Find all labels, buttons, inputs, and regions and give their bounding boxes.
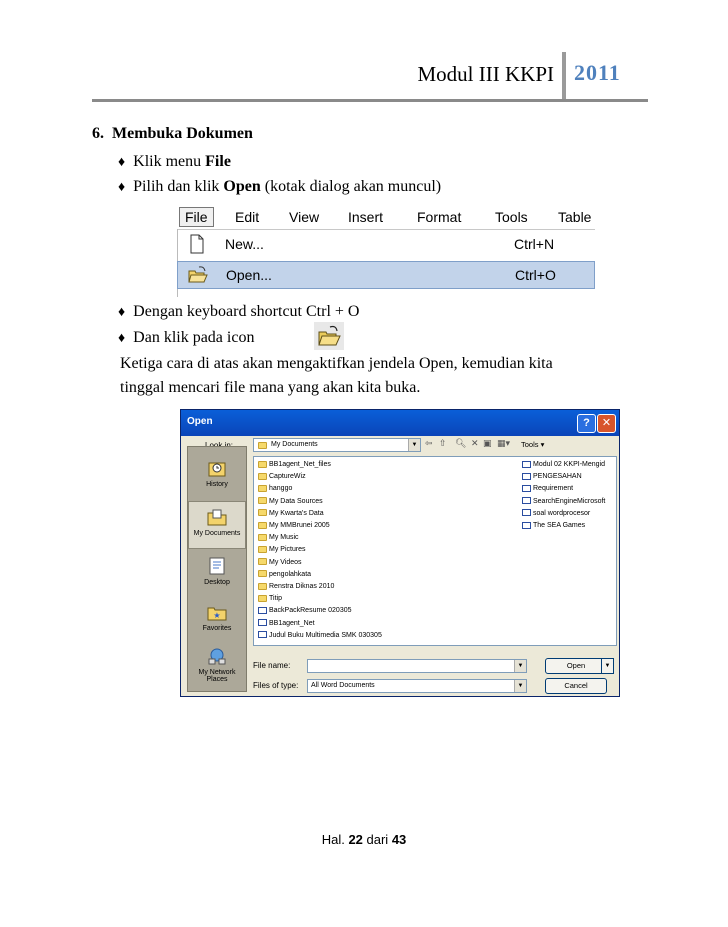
file-item[interactable]	[522, 521, 585, 531]
folder-icon	[258, 546, 267, 553]
paragraph-line-2: tinggal mencari file mana yang akan kita buka.	[120, 379, 421, 396]
folder-item[interactable]	[258, 521, 330, 531]
delete-icon[interactable]: ✕	[471, 438, 479, 448]
menu-insert[interactable]: Insert	[348, 209, 384, 225]
header-separator	[562, 52, 566, 100]
footer-prefix: Hal.	[321, 832, 349, 847]
back-icon[interactable]: ⇦	[425, 438, 433, 448]
place-label: Desktop	[204, 579, 230, 586]
step-bold: Open	[223, 178, 261, 195]
new-folder-icon[interactable]: ▣	[483, 438, 492, 448]
word-document-icon	[522, 522, 531, 529]
file-item[interactable]	[258, 631, 382, 641]
step-3	[118, 302, 359, 323]
folder-icon	[258, 473, 267, 480]
step-text: Klik menu	[133, 153, 206, 170]
file-item[interactable]	[522, 460, 605, 470]
menu-item-label: New...	[225, 236, 264, 252]
file-name: BB1agent_Net_files	[269, 461, 331, 468]
file-name: The SEA Games	[533, 522, 586, 529]
file-name: pengolahkata	[269, 570, 312, 578]
bullet: ♦	[118, 305, 126, 320]
new-document-icon	[187, 234, 207, 254]
folder-icon	[258, 442, 267, 449]
folder-icon	[258, 485, 267, 492]
place-my-documents[interactable]	[188, 501, 246, 549]
file-list	[253, 456, 617, 646]
file-name: Titip	[269, 595, 282, 603]
file-name: BackPackResume 020305	[269, 607, 352, 615]
file-item[interactable]	[522, 484, 573, 494]
menu-screenshot	[177, 205, 595, 297]
folder-item[interactable]	[258, 497, 323, 507]
look-in-select[interactable]	[253, 438, 421, 452]
file-name: Judul Buku Multimedia SMK 030305	[269, 631, 382, 639]
search-web-icon[interactable]: 🔍︎	[455, 438, 467, 448]
step-text: Pilih dan klik	[133, 178, 224, 195]
menu-item-open[interactable]	[177, 261, 595, 289]
menu-format[interactable]: Format	[417, 209, 462, 225]
folder-icon	[258, 522, 267, 529]
open-dialog	[180, 409, 620, 697]
place-favorites[interactable]	[188, 597, 246, 645]
folder-item[interactable]	[258, 570, 311, 580]
network-icon	[207, 647, 227, 665]
header-rule	[92, 99, 648, 102]
section-title: Membuka Dokumen	[112, 125, 253, 142]
help-button[interactable]: ?	[577, 414, 596, 433]
file-name: SearchEngineMicrosoft	[533, 497, 606, 505]
file-name: CaptureWiz	[269, 473, 306, 481]
header-year: 2011	[574, 60, 621, 85]
look-in-value: My Documents	[271, 441, 318, 448]
file-name: BB1agent_Net	[269, 619, 315, 627]
file-item[interactable]	[522, 497, 605, 507]
folder-icon	[258, 595, 267, 602]
menu-bar	[177, 205, 595, 230]
step-1	[118, 152, 231, 173]
place-my-network-places[interactable]	[188, 641, 246, 689]
folder-item[interactable]	[258, 533, 299, 543]
place-label: My Network Places	[198, 669, 236, 683]
chevron-down-icon: ▼	[514, 680, 526, 692]
menu-item-new[interactable]	[177, 231, 595, 259]
word-document-icon	[522, 509, 531, 516]
file-name: Modul 02 KKPI-Mengid	[533, 461, 605, 468]
folder-icon	[258, 570, 267, 577]
menu-file[interactable]: File	[179, 207, 214, 227]
menu-item-shortcut: Ctrl+O	[515, 267, 556, 283]
file-name-label: File name:	[253, 661, 291, 670]
folder-icon	[258, 534, 267, 541]
file-name: My Pictures	[269, 546, 306, 554]
open-folder-icon	[188, 265, 208, 285]
folder-item[interactable]	[258, 558, 302, 568]
word-document-icon	[258, 607, 267, 614]
file-name-input[interactable]	[307, 659, 527, 673]
file-name: My Data Sources	[269, 497, 323, 505]
step-2	[118, 177, 441, 198]
folder-icon	[258, 461, 267, 468]
place-label: History	[206, 481, 228, 488]
file-item[interactable]	[258, 606, 352, 616]
footer-page: 22	[348, 832, 363, 847]
footer-total: 43	[391, 832, 407, 847]
footer-mid: dari	[362, 832, 392, 847]
bullet: ♦	[118, 331, 126, 346]
file-name: PENGESAHAN	[533, 473, 582, 481]
place-history[interactable]	[188, 453, 246, 501]
file-name: My MMBrunei 2005	[269, 522, 330, 529]
my-documents-icon	[207, 508, 227, 526]
dialog-toolbar	[425, 438, 595, 452]
file-item[interactable]	[522, 509, 590, 519]
file-item[interactable]	[258, 619, 315, 629]
file-type-select[interactable]	[307, 679, 527, 693]
word-document-icon	[258, 619, 267, 626]
file-name: Requirement	[533, 485, 574, 493]
header-title: Modul III KKPI	[417, 62, 554, 86]
history-icon	[207, 459, 227, 477]
paragraph-line-1: Ketiga cara di atas akan mengaktifkan jendela Open, kemudian kita	[120, 355, 553, 372]
place-label: Favorites	[202, 625, 232, 632]
folder-item[interactable]	[258, 545, 306, 555]
tools-menu[interactable]: Tools ▾	[521, 440, 545, 449]
favorites-icon	[207, 603, 227, 621]
open-options-dropdown[interactable]: ▼	[601, 658, 614, 674]
menu-view[interactable]: View	[289, 209, 320, 225]
page-footer	[0, 832, 728, 847]
up-folder-icon[interactable]: ⇧	[439, 438, 447, 448]
word-document-icon	[522, 461, 531, 468]
dialog-title: Open	[187, 416, 213, 427]
step-tail: (kotak dialog akan muncul)	[260, 178, 442, 195]
word-document-icon	[522, 497, 531, 504]
menu-edit[interactable]: Edit	[235, 209, 260, 225]
word-document-icon	[522, 473, 531, 480]
section-heading	[92, 124, 253, 144]
close-button[interactable]: ✕	[597, 414, 616, 433]
word-document-icon	[522, 485, 531, 492]
folder-item[interactable]	[258, 509, 324, 519]
file-item[interactable]	[522, 472, 582, 482]
file-name: soal wordprocesor	[533, 509, 591, 517]
folder-icon	[258, 558, 267, 565]
folder-item[interactable]	[258, 582, 334, 592]
menu-table[interactable]: Table	[558, 209, 592, 225]
folder-item[interactable]	[258, 460, 331, 470]
section-number: 6.	[92, 125, 104, 142]
folder-icon	[258, 509, 267, 516]
step-text: Dan klik pada icon	[133, 329, 255, 346]
dialog-titlebar	[181, 410, 619, 436]
places-bar	[187, 446, 247, 692]
file-type-label: Files of type:	[253, 681, 299, 690]
file-type-value: All Word Documents	[311, 682, 375, 689]
views-icon[interactable]: ▦▾	[497, 438, 511, 448]
bullet: ♦	[118, 155, 126, 170]
file-name: My Kwarta's Data	[269, 509, 324, 517]
bullet: ♦	[118, 180, 126, 195]
menu-item-shortcut: Ctrl+N	[514, 236, 555, 252]
open-button[interactable]: Open	[545, 658, 607, 674]
menu-item-label: Open...	[226, 267, 272, 283]
file-name: Renstra Diknas 2010	[269, 583, 335, 590]
desktop-icon	[207, 557, 227, 575]
step-4	[118, 328, 254, 349]
open-toolbar-icon[interactable]	[314, 322, 344, 350]
place-label: My Documents	[193, 530, 241, 537]
chevron-down-icon: ▼	[514, 660, 526, 672]
menu-tools[interactable]: Tools	[495, 209, 528, 225]
file-name: My Videos	[269, 558, 302, 566]
step-text: Dengan keyboard shortcut Ctrl + O	[133, 303, 360, 320]
folder-icon	[258, 497, 267, 504]
word-document-icon	[258, 631, 267, 638]
folder-item[interactable]	[258, 484, 292, 494]
file-name: My Music	[269, 534, 299, 542]
chevron-down-icon: ▼	[408, 439, 420, 451]
cancel-button[interactable]: Cancel	[545, 678, 607, 694]
svg-text:★: ★	[213, 611, 221, 620]
file-name: hanggo	[269, 485, 293, 493]
step-bold: File	[205, 153, 231, 170]
place-desktop[interactable]	[188, 551, 246, 599]
folder-item[interactable]	[258, 594, 282, 604]
open-folder-icon	[314, 322, 344, 350]
folder-icon	[258, 583, 267, 590]
folder-item[interactable]	[258, 472, 306, 482]
